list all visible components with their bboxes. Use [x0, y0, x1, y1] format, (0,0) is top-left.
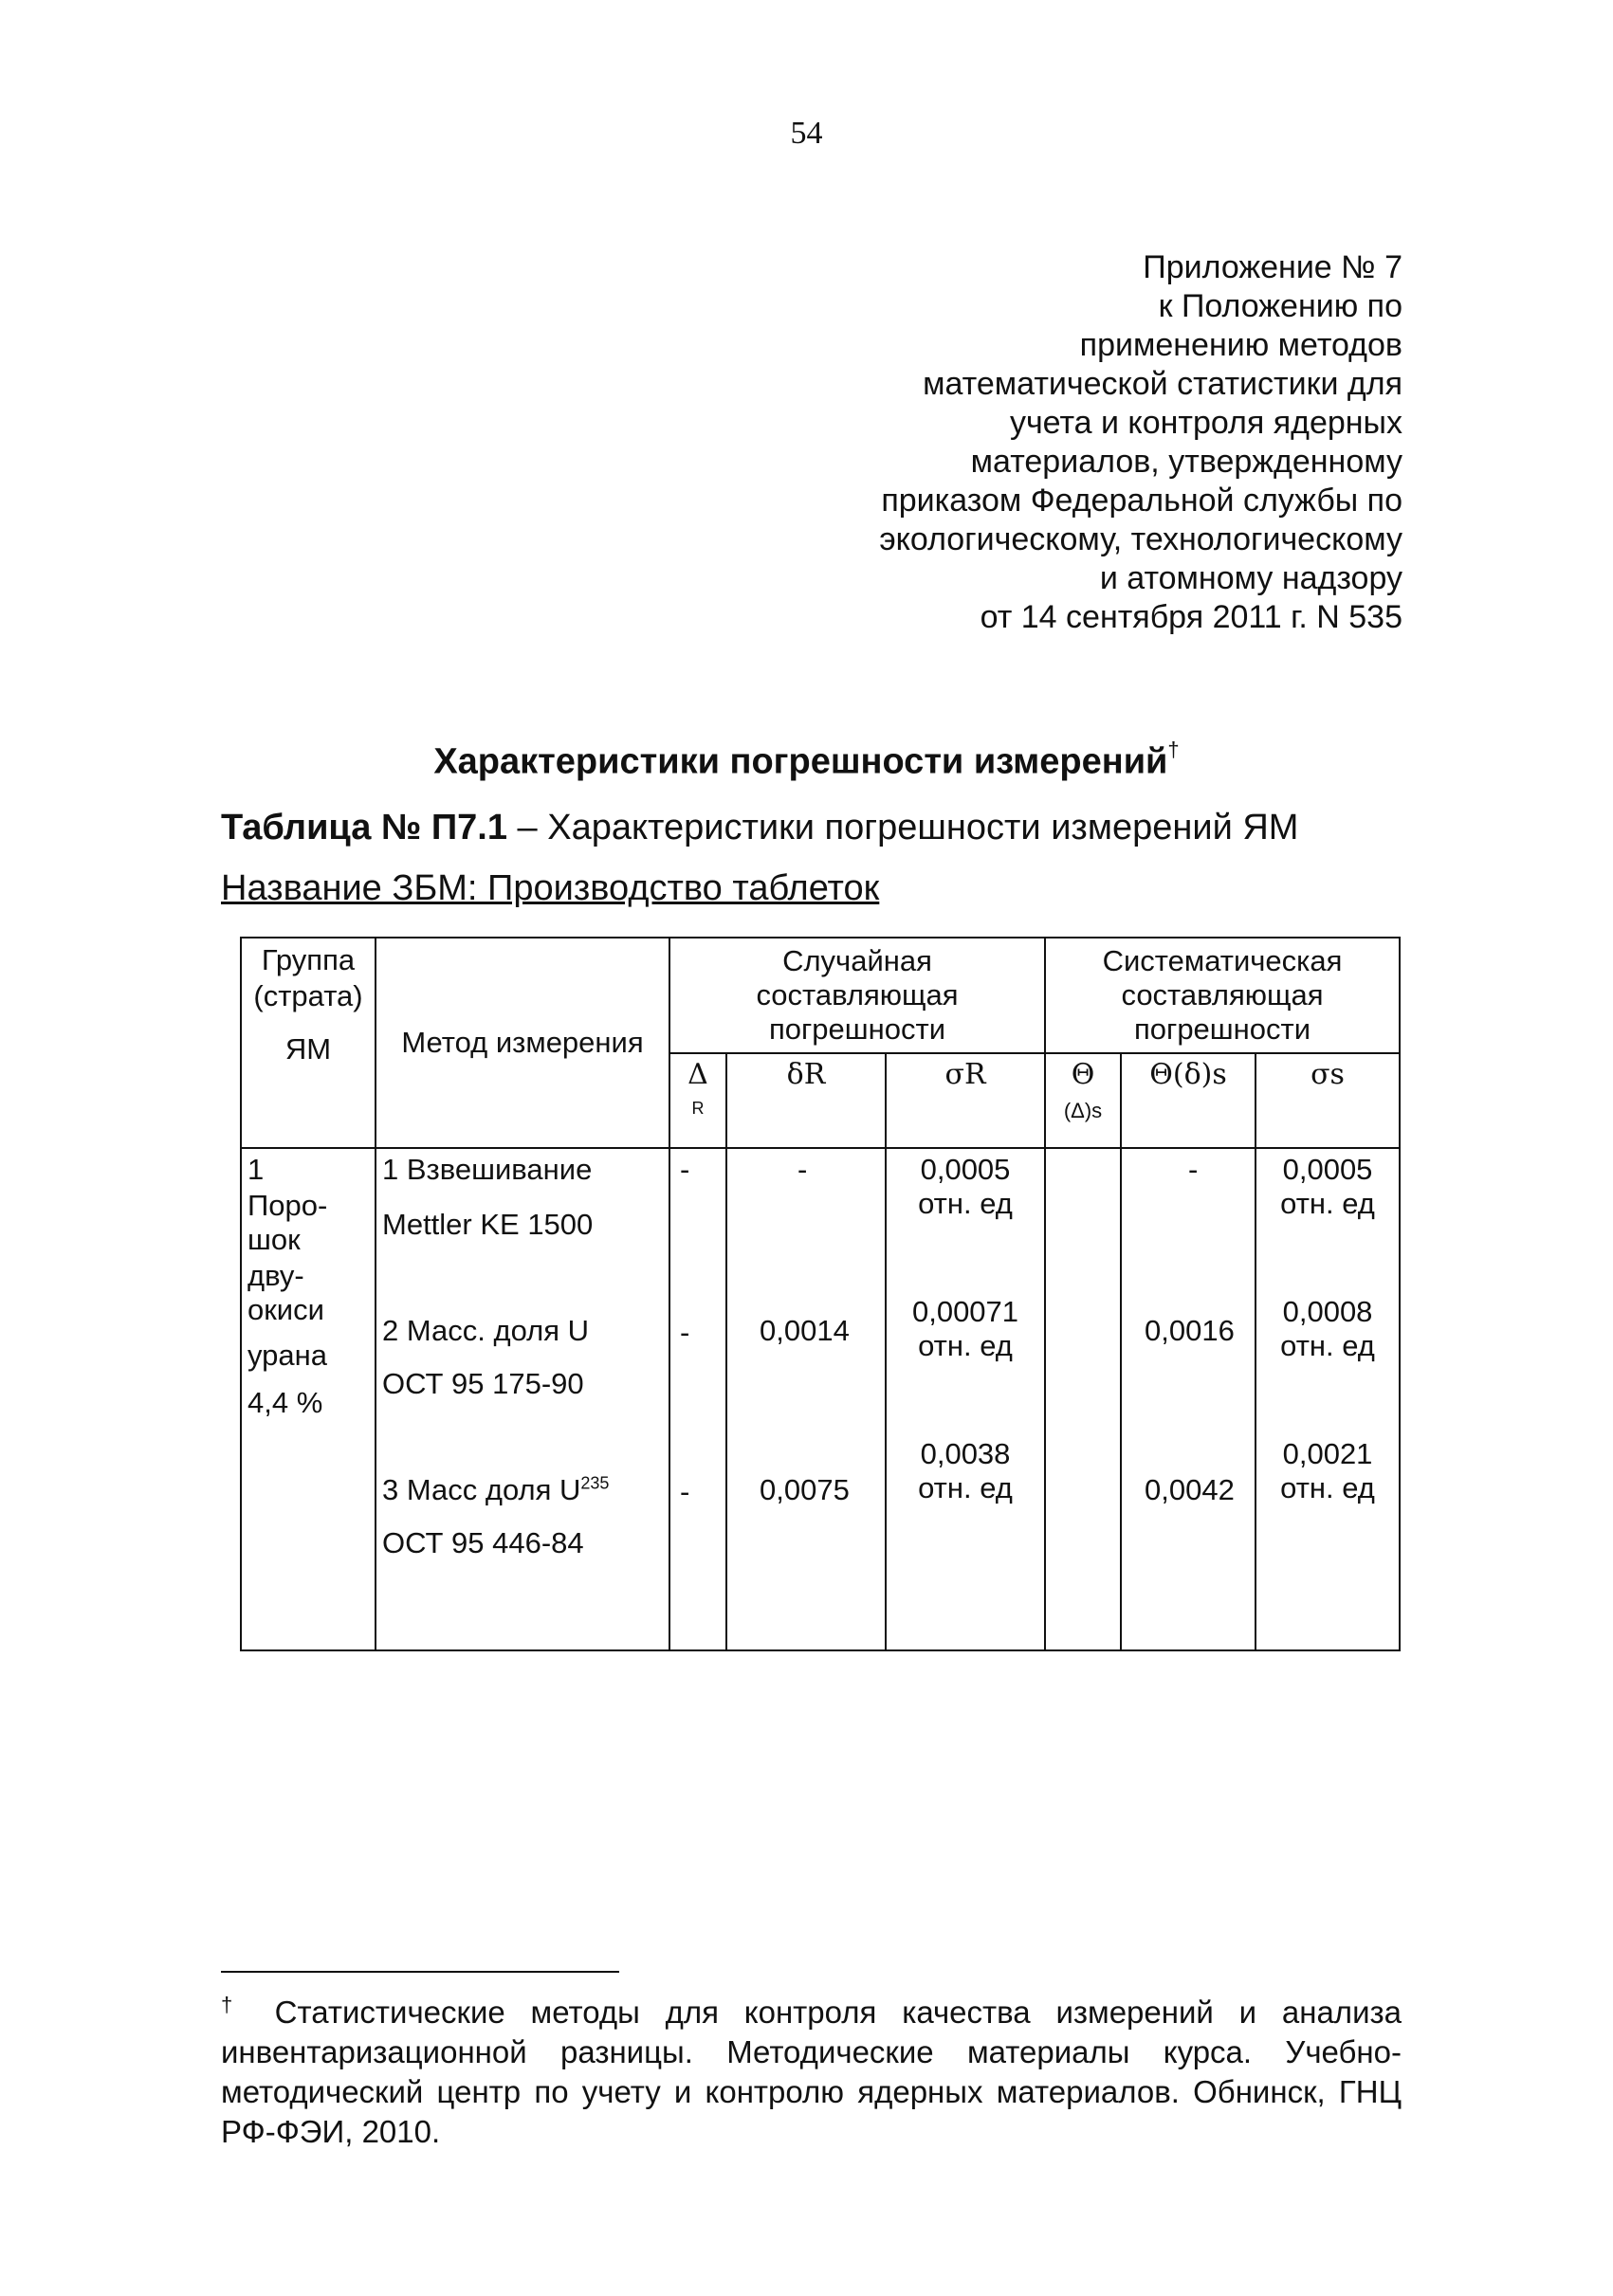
- sigma-s-2-unit: отн. ед: [1280, 1329, 1375, 1362]
- appendix-line: и атомному надзору: [1099, 560, 1402, 596]
- method-3-sup: 235: [580, 1473, 610, 1493]
- appendix-line: приказом Федеральной службы по: [881, 483, 1402, 519]
- appendix-line: учета и контроля ядерных: [1009, 405, 1402, 441]
- group-line: дву-: [247, 1259, 304, 1292]
- delta-symbol: Δ: [687, 1058, 708, 1091]
- footnote-text: Статистические методы для контроля качества измерений и анализа инвентаризационной разницы. Методические материалы курса. Учебно-методический центр по учету и контролю ядерных материалов. Обнинск, ГНЦ РФ-ФЭИ, 2010.: [221, 1995, 1402, 2149]
- header-group: [241, 938, 376, 1148]
- dsmall-r-cell: [726, 1148, 886, 1650]
- theta-symbol: Θ: [1071, 1058, 1095, 1091]
- header-delta-r: [669, 1053, 726, 1148]
- title-text: Характеристики погрешности измерений: [433, 741, 1168, 782]
- sigma-s-2: 0,0008: [1282, 1295, 1373, 1328]
- group-line: урана: [247, 1339, 327, 1372]
- group-cell: [241, 1148, 376, 1650]
- appendix-line: к Положению по: [1158, 288, 1402, 324]
- group-line: Поро-: [247, 1189, 328, 1222]
- theta-delta-3: 0,0042: [1145, 1473, 1235, 1506]
- method-3-line1: [382, 1473, 609, 1507]
- sigma-s-1: 0,0005: [1282, 1153, 1373, 1186]
- document-title: [0, 738, 1613, 783]
- theta-sub: (Δ)s: [1063, 1099, 1103, 1122]
- header-group-part1: Группа: [261, 943, 356, 976]
- sigma-r-2: 0,00071: [911, 1295, 1019, 1328]
- method-1-line2: Mettler KE 1500: [382, 1208, 594, 1241]
- sigma-r-3-unit: отн. ед: [918, 1471, 1013, 1504]
- group-num: 1: [247, 1153, 265, 1186]
- sigma-s-1-unit: отн. ед: [1280, 1187, 1375, 1220]
- sigma-s-cell: [1256, 1148, 1400, 1650]
- dsmall-r-2: 0,0014: [760, 1314, 850, 1347]
- appendix-line: экологическому, технологическому: [879, 521, 1402, 557]
- page-number: 54: [790, 116, 823, 151]
- theta-delta-cell: [1121, 1148, 1256, 1650]
- dsmall-r-1: -: [797, 1153, 808, 1186]
- method-cell: [376, 1148, 669, 1650]
- table-caption: [221, 808, 1454, 848]
- header-group-part2: (страта): [253, 979, 363, 1012]
- group-line: окиси: [247, 1293, 324, 1326]
- title-footnote-mark[interactable]: †: [1167, 738, 1180, 761]
- sigma-r-2-unit: отн. ед: [918, 1329, 1013, 1362]
- delta-r-2: -: [680, 1316, 690, 1349]
- header-method: Метод измерения: [376, 938, 669, 1148]
- appendix-line: математической статистики для: [923, 366, 1402, 402]
- method-1-line1: 1 Взвешивание: [382, 1153, 593, 1186]
- method-3-line2: ОСТ 95 446-84: [382, 1526, 584, 1559]
- header-systematic: Систематическая составляющая погрешности: [1045, 938, 1400, 1053]
- sigma-r-cell: [886, 1148, 1045, 1650]
- header-random: Случайная составляющая погрешности: [669, 938, 1045, 1053]
- appendix-header: [720, 248, 1402, 637]
- delta-r-1: -: [680, 1153, 690, 1186]
- footnote: [221, 1985, 1402, 2152]
- sigma-r-3: 0,0038: [920, 1437, 1011, 1470]
- header-theta: [1045, 1053, 1121, 1148]
- method-2-line2: ОСТ 95 175-90: [382, 1367, 584, 1400]
- method-2-line1: 2 Масс. доля U: [382, 1314, 590, 1347]
- footnote-mark: †: [221, 1993, 249, 2016]
- sigma-s-3-unit: отн. ед: [1280, 1471, 1375, 1504]
- theta-delta-1: -: [1188, 1153, 1199, 1186]
- header-dsmall-r: δR: [726, 1053, 886, 1148]
- header-group-part3: ЯМ: [284, 1032, 332, 1066]
- sigma-r-1-unit: отн. ед: [918, 1187, 1013, 1220]
- footnote-divider: [221, 1971, 619, 1973]
- sigma-r-1: 0,0005: [920, 1153, 1011, 1186]
- header-sigma-s: σs: [1256, 1053, 1400, 1148]
- appendix-line: материалов, утвержденному: [970, 444, 1402, 480]
- header-theta-delta: Θ(δ)s: [1121, 1053, 1256, 1148]
- appendix-line: применению методов: [1079, 327, 1402, 363]
- sigma-s-3: 0,0021: [1282, 1437, 1373, 1470]
- table-caption-text: – Характеристики погрешности измерений ЯМ: [507, 808, 1299, 847]
- zbm-name: Название ЗБМ: Производство таблеток: [221, 868, 880, 908]
- group-line: 4,4 %: [247, 1386, 323, 1419]
- table-label: Таблица № П7.1: [221, 808, 507, 847]
- group-line: шок: [247, 1223, 301, 1256]
- delta-r-cell: [669, 1148, 726, 1650]
- delta-r-3: -: [680, 1475, 690, 1508]
- delta-sub: R: [691, 1099, 705, 1118]
- appendix-line: от 14 сентября 2011 г. N 535: [980, 599, 1402, 635]
- header-sigma-r: σR: [886, 1053, 1045, 1148]
- theta-delta-2: 0,0016: [1145, 1314, 1235, 1347]
- appendix-line: Приложение № 7: [1143, 249, 1402, 285]
- method-3-text: 3 Масс доля U: [382, 1473, 581, 1506]
- dsmall-r-3: 0,0075: [760, 1473, 850, 1506]
- theta-cell: [1045, 1148, 1121, 1650]
- error-characteristics-table: [240, 937, 1401, 1651]
